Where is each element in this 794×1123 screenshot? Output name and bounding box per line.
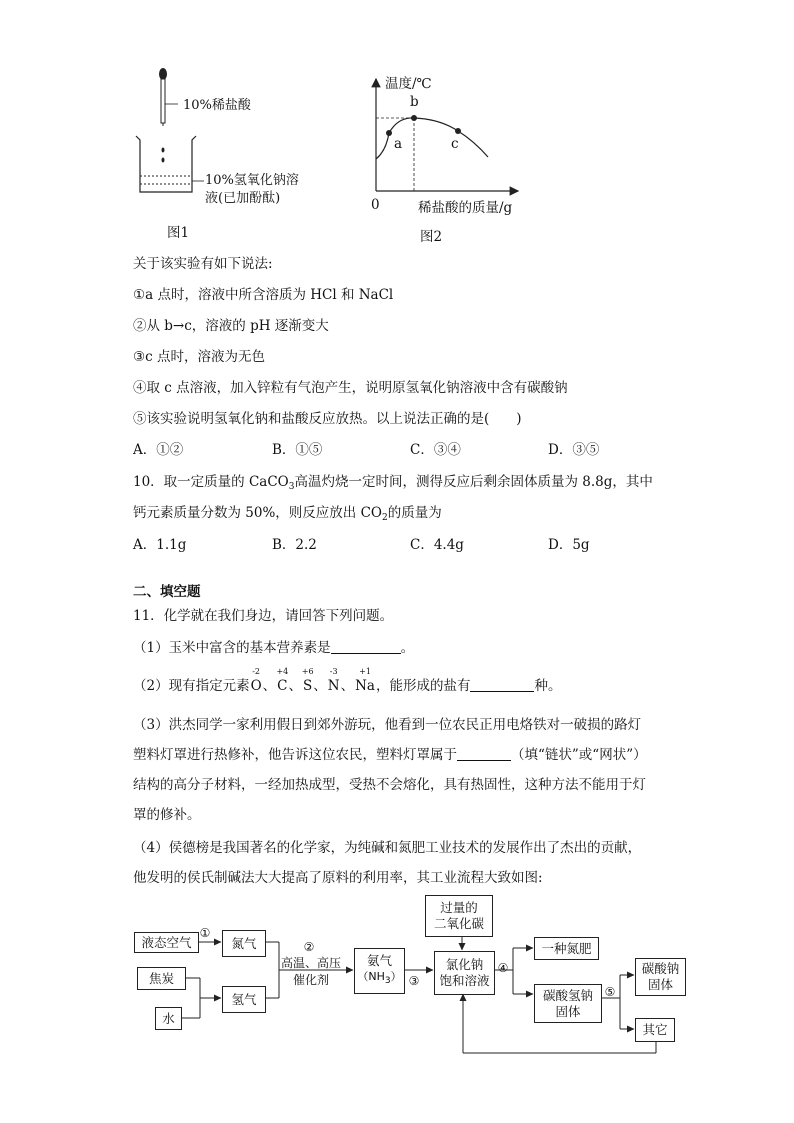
q10-option-b[interactable]: B．2.2	[272, 537, 317, 553]
flow-step-4: ④	[497, 961, 509, 975]
flow-nitrogen-fertilizer: 一种氮肥	[534, 937, 599, 960]
q11-part-3-line-1: （3）洪杰同学一家利用假日到郊外游玩，他看到一位农民正用电烙铁对一破损的路灯	[133, 717, 642, 733]
q11-part-1: （1）玉米中富含的基本营养素是 。	[133, 640, 415, 656]
q11-part-2: （2）现有指定元素 -2 O、 +4 C、 +6 S、 -3 N、 +1 Na，能形成的盐有 种。	[133, 667, 562, 694]
q10-line-2: 钙元素质量分数为 50%，则反应放出 $CO_2$的质量为	[133, 505, 442, 523]
flow-step-1: ①	[199, 926, 211, 940]
element-na: +1 Na	[355, 667, 375, 694]
section-heading: 二、填空题	[133, 584, 201, 600]
q9-option-a[interactable]: A．①②	[133, 442, 184, 458]
flow-nahco3-solid: 碳酸氢钠 固体	[534, 984, 602, 1023]
q9-statement-3: ③c 点时，溶液为无色	[133, 349, 265, 365]
q11-part-4-line-2: 他发明的侯氏制碱法大大提高了原料的利用率，其工业流程大致如图:	[133, 870, 543, 886]
graph-point-c: c	[451, 136, 459, 152]
flow-condition-2: 催化剂	[292, 973, 329, 987]
beaker-label-line2: 液(已加酚酞)	[205, 191, 281, 206]
flow-coke: 焦炭	[137, 967, 186, 990]
flow-step-5: ⑤	[604, 985, 616, 999]
q11-part-3-line-4: 罩的修补。	[133, 807, 201, 823]
q9-statement-2: ②从 b→c，溶液的 pH 逐渐变大	[133, 318, 329, 334]
graph-point-b: b	[410, 94, 419, 110]
graph-y-label: 温度/℃	[385, 76, 432, 92]
flow-other: 其它	[635, 1018, 675, 1042]
q9-statement-5: ⑤该实验说明氢氧化钠和盐酸反应放热。以上说法正确的是( )	[133, 411, 522, 427]
q9-statement-4: ④取 c 点溶液，加入锌粒有气泡产生，说明原氢氧化钠溶液中含有碳酸钠	[133, 380, 568, 396]
figure-1-caption: 图1	[167, 225, 190, 241]
graph-origin: 0	[371, 197, 380, 213]
flow-ammonia: 氨气 $(NH_3)$	[354, 948, 405, 994]
q9-option-b[interactable]: B．①⑤	[272, 442, 323, 458]
q9-option-c[interactable]: C．③④	[410, 442, 461, 458]
graph-point-a: a	[394, 136, 403, 152]
q9-intro: 关于该实验有如下说法:	[133, 256, 273, 272]
q10-option-d[interactable]: D．5g	[548, 537, 590, 553]
flow-condition-1: 高温、高压	[280, 956, 341, 970]
figure-2-caption: 图2	[420, 229, 443, 245]
flow-excess-co2: 过量的 二氧化碳	[425, 895, 493, 937]
graph-x-label: 稀盐酸的质量/g	[418, 200, 513, 216]
q9-option-d[interactable]: D．③⑤	[548, 442, 600, 458]
element-s: +6 S	[301, 667, 314, 694]
q11-part-3-line-3: 结构的高分子材料，一经加热成型，受热不会熔化，具有热固性，这种方法不能用于灯	[133, 777, 646, 793]
element-o: -2 O	[250, 667, 262, 694]
flow-hydrogen: 氢气	[222, 986, 266, 1013]
dropper-label: 10%稀盐酸	[183, 98, 251, 113]
q11-part-4-line-1: （4）侯德榜是我国著名的化学家，为纯碱和氮肥工业技术的发展作出了杰出的贡献，	[133, 840, 642, 856]
q10-option-a[interactable]: A．1.1g	[133, 537, 187, 553]
flow-step-3: ③	[408, 974, 420, 988]
q10-option-c[interactable]: C．4.4g	[410, 537, 464, 553]
q9-statement-1: ①a 点时，溶液中所含溶质为 HCl 和 NaCl	[133, 287, 394, 303]
flow-na2co3-solid: 碳酸钠 固体	[635, 958, 686, 996]
flow-nitrogen: 氮气	[222, 930, 266, 957]
beaker-label-line1: 10%氢氧化钠溶	[205, 173, 299, 188]
q11-part-3-line-2: 塑料灯罩进行热修补，他告诉这位农民，塑料灯罩属于 （填“链状”或“网状”）	[133, 747, 647, 763]
element-n: -3 N	[327, 667, 340, 694]
q11-stem: 11．化学就在我们身边，请回答下列问题。	[133, 608, 394, 624]
flow-liquid-air: 液态空气	[134, 932, 199, 953]
q10-line-1: 10．取一定质量的 CaCO$_3$高温灼烧一定时间，测得反应后剩余固体质量为 8.8g，其中	[133, 474, 653, 492]
flow-nacl-solution: 氯化钠 饱和溶液	[434, 951, 495, 995]
flow-water: 水	[155, 1007, 182, 1030]
element-c: +4 C	[276, 667, 289, 694]
flow-step-2: ②	[303, 940, 315, 954]
